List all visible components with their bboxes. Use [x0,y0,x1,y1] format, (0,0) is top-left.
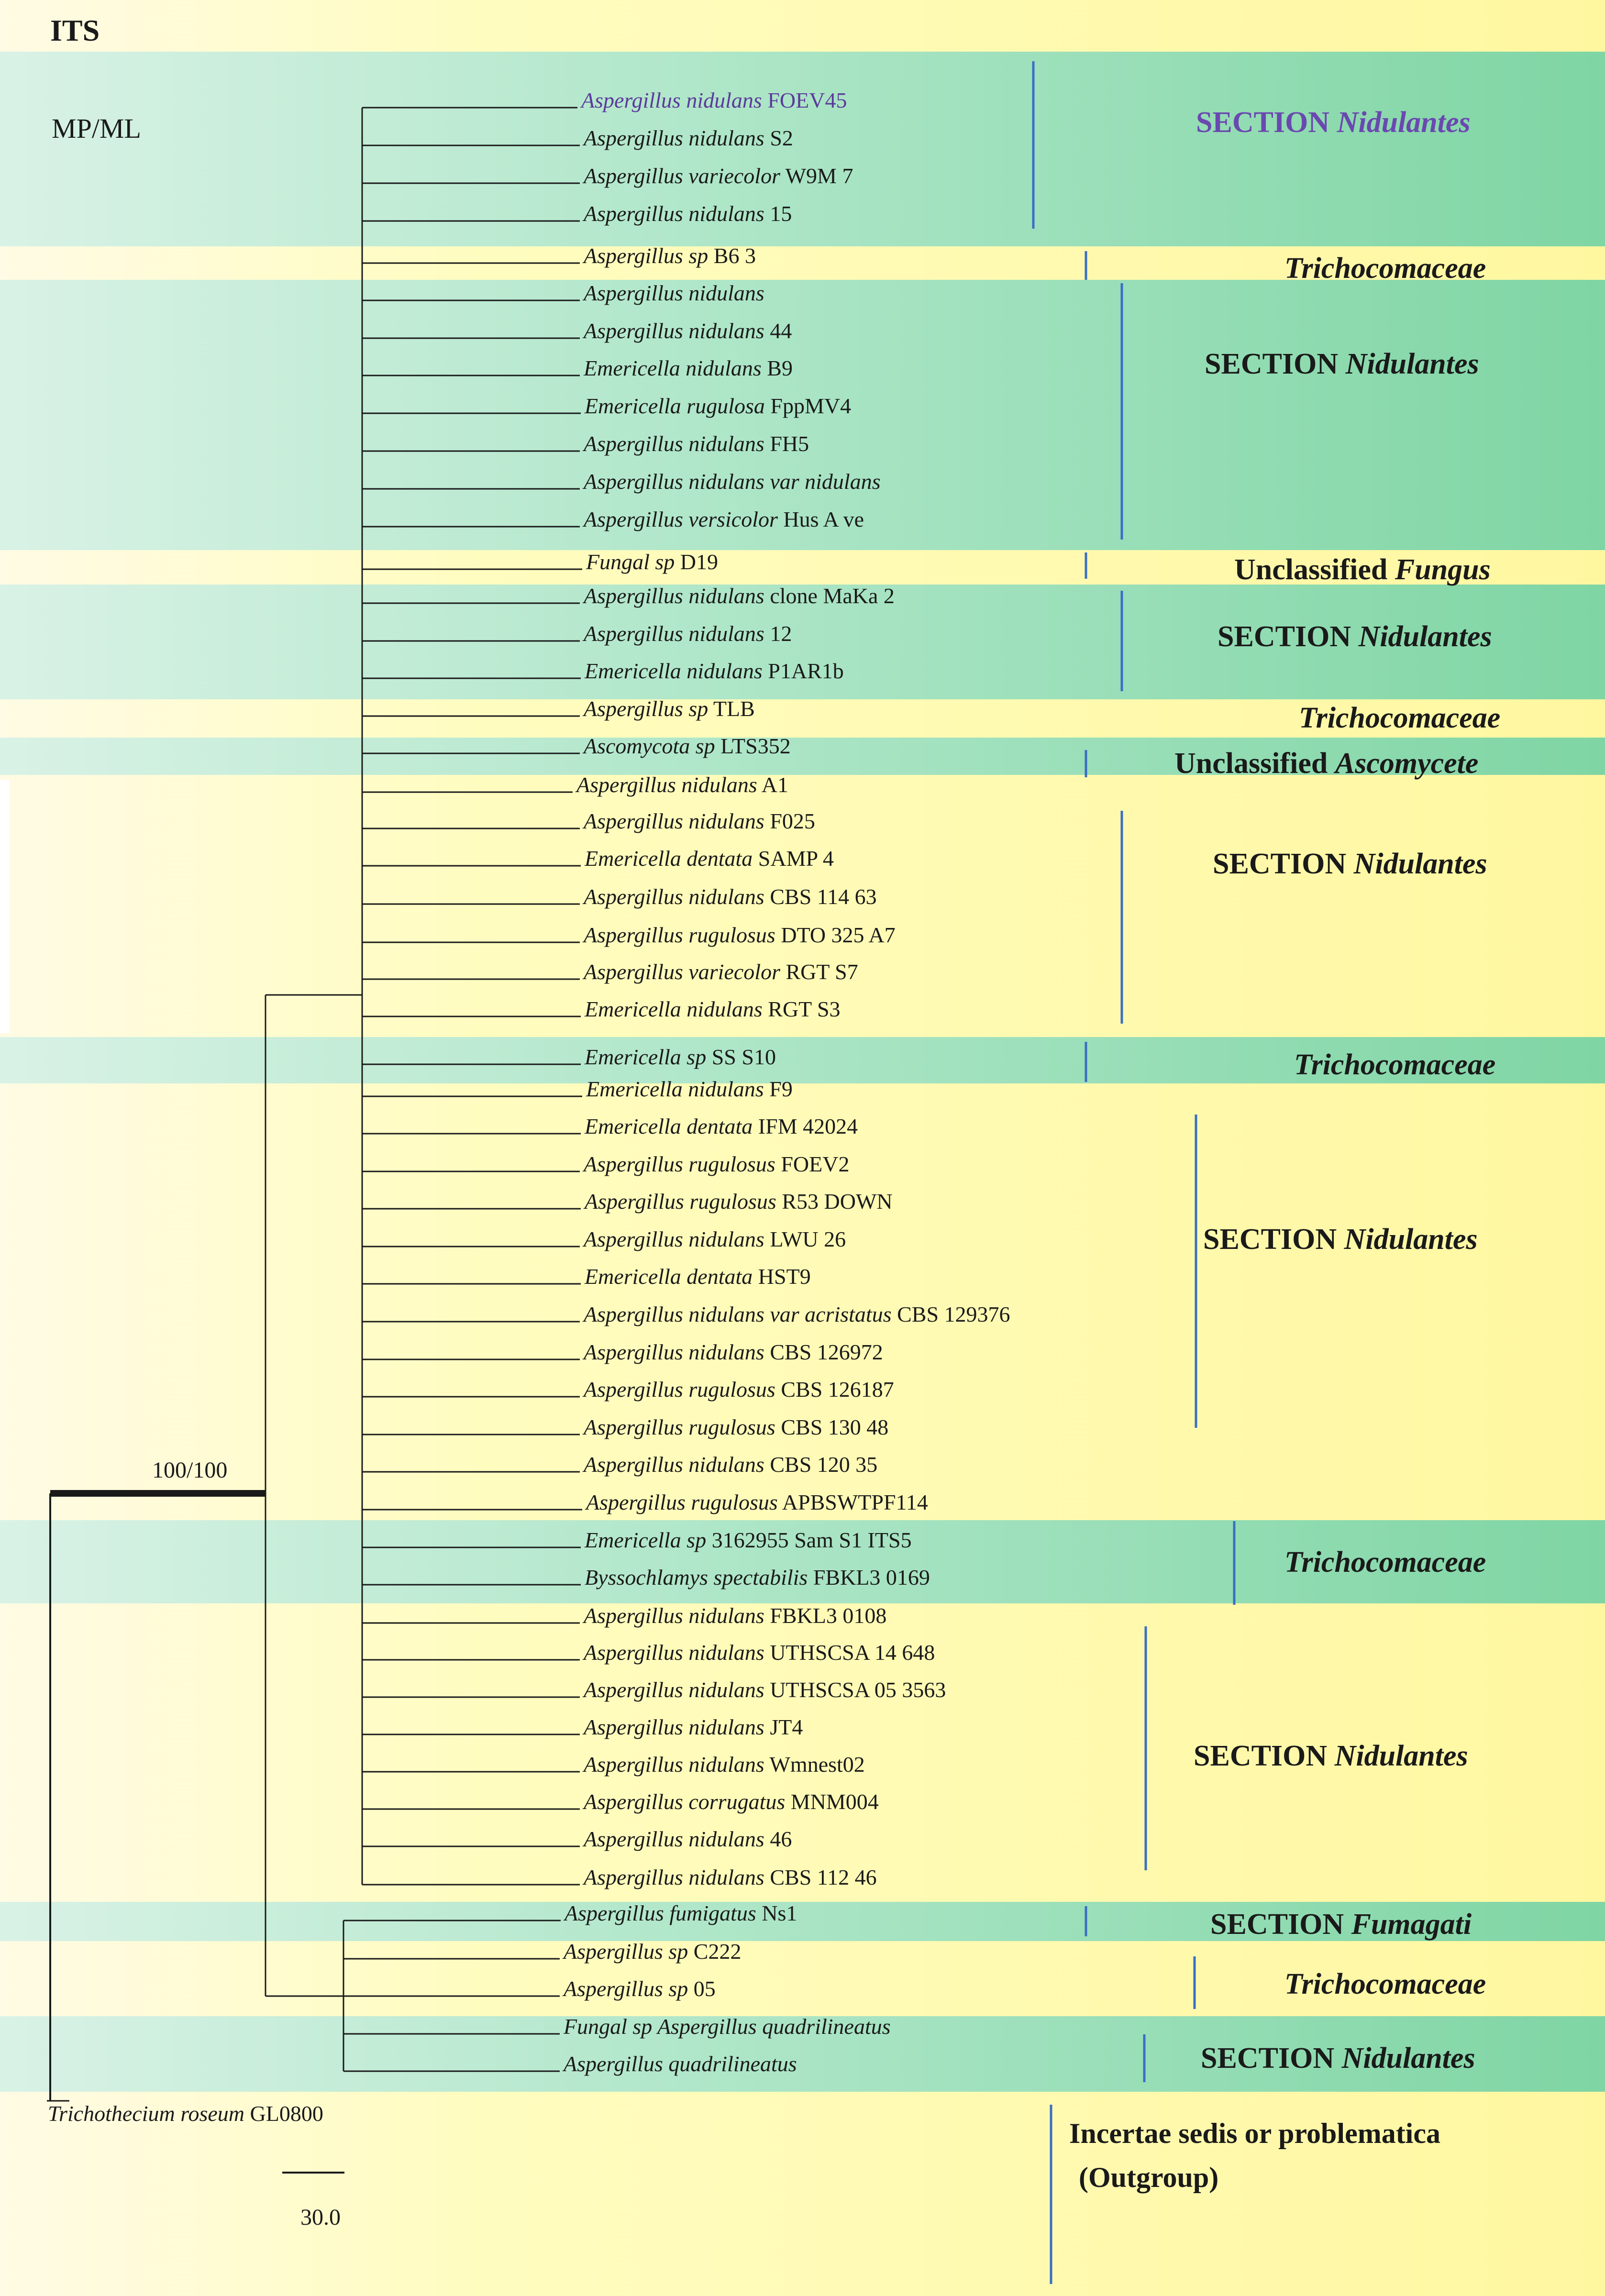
taxon-strain-id: IFM 42024 [753,1114,858,1138]
clade-rank: SECTION [1203,1223,1344,1256]
clade-taxon-name: Fungus [1395,553,1491,586]
taxon-label [584,508,864,530]
taxon-strain-id: P1AR1b [762,659,844,683]
taxon-label [584,203,792,225]
taxon-species-name: Fungal sp Aspergillus quadrilineatus [564,2014,891,2039]
taxon-strain-id: B9 [761,356,793,380]
taxon-label [584,1153,849,1175]
taxon-species-name: Aspergillus rugulosus [584,1377,775,1402]
taxon-species-name: Aspergillus nidulans [584,809,764,833]
taxon-label [576,774,788,796]
clade-label [1194,1741,1468,1771]
taxon-species-name: Aspergillus nidulans [584,126,764,150]
taxon-label [586,1491,928,1513]
taxon-species-name: Aspergillus nidulans [584,1452,764,1477]
taxon-label [584,1454,877,1476]
taxon-strain-id: HST9 [753,1264,811,1289]
taxon-species-name: Emericella sp [585,1045,707,1069]
clade-taxon-name: Nidulantes [1358,620,1492,653]
outgroup-clade-label-line2: (Outgroup) [1079,2162,1219,2193]
taxon-strain-id: CBS 126972 [764,1340,883,1364]
taxon-strain-id: FH5 [764,431,809,456]
taxon-strain-id: A1 [757,773,789,797]
taxon-species-name: Aspergillus rugulosus [584,1415,775,1439]
clade-taxon-name: Nidulantes [1334,1740,1468,1772]
taxon-strain-id: F9 [764,1077,793,1101]
taxon-label [585,848,834,870]
clade-label [1174,749,1478,778]
taxon-species-name: Fungal sp [586,550,675,574]
taxon-species-name: Aspergillus nidulans [581,88,762,112]
taxon-strain-id: 05 [688,1976,716,2001]
clade-rank: Unclassified [1174,747,1335,780]
bootstrap-label: 100/100 [152,1457,228,1483]
clade-label [1218,622,1492,651]
clade-label [1284,1547,1486,1577]
taxon-species-name: Aspergillus nidulans [584,1640,764,1665]
taxon-strain-id: FppMV4 [764,394,852,418]
taxon-species-name: Emericella nidulans [585,659,763,683]
taxon-label [584,698,755,720]
taxon-strain-id: clone MaKa 2 [764,584,895,608]
taxon-label [584,1341,883,1363]
taxon-label [584,810,815,832]
taxon-species-name: Aspergillus nidulans var nidulans [584,469,881,494]
taxon-strain-id: Ns1 [756,1901,797,1925]
taxon-strain-id: W9M 7 [780,164,853,188]
taxon-species-name: Aspergillus nidulans [584,584,764,608]
taxon-label [584,433,809,455]
taxon-species-name: Aspergillus nidulans var acristatus [584,1302,892,1326]
taxon-label [584,1716,803,1738]
taxon-strain-id: CBS 114 63 [764,884,877,909]
taxon-species-name: Aspergillus nidulans [584,1827,764,1851]
taxon-species-name: Aspergillus variecolor [584,960,780,984]
taxon-label [584,127,793,149]
clade-taxon-name: Ascomycete [1335,747,1479,780]
taxon-label [584,886,877,908]
taxon-label [584,924,896,946]
clade-label [1294,1050,1495,1080]
taxon-label [585,1115,858,1137]
taxon-species-name: Aspergillus nidulans [584,319,764,343]
taxon-species-name: Aspergillus nidulans [584,281,764,305]
taxon-label [584,165,853,187]
taxon-species-name: Emericella dentata [585,1114,753,1138]
taxon-label [581,89,847,111]
taxon-strain-id: 46 [764,1827,792,1851]
taxon-species-name: Aspergillus sp [584,696,708,721]
clade-rank: SECTION [1213,848,1354,880]
clade-rank: SECTION [1201,2042,1342,2075]
taxon-strain-id: 12 [764,621,792,646]
taxon-species-name: Aspergillus sp [584,243,708,268]
taxon-strain-id: CBS 112 46 [764,1865,877,1889]
taxon-species-name: Emericella dentata [585,1264,753,1289]
taxon-strain-id: LWU 26 [764,1227,846,1251]
taxon-label [586,551,718,573]
taxon-strain-id: DTO 325 A7 [775,923,896,947]
clade-label [1210,1910,1472,1939]
taxon-label [586,1078,793,1100]
taxon-strain-id: JT4 [764,1715,803,1739]
taxon-species-name: Aspergillus nidulans [584,431,764,456]
taxon-species-name: Aspergillus nidulans [584,201,764,226]
clade-taxon-name: Nidulantes [1341,2042,1475,2075]
clade-taxon-name: Trichocomaceae [1284,252,1486,285]
taxon-strain-id: Wmnest02 [764,1752,865,1777]
clade-rank: SECTION [1205,348,1346,380]
taxon-label [585,1046,776,1068]
clade-taxon-name: Trichocomaceae [1299,702,1501,734]
clade-taxon-name: Fumagati [1351,1908,1472,1941]
clade-label [1203,1225,1478,1254]
taxon-species-name: Emericella rugulosa [585,394,765,418]
taxon-label [584,320,792,342]
taxon-strain-id: S2 [764,126,793,150]
taxon-strain-id: TLB [708,696,755,721]
method-label: MP/ML [52,113,141,144]
taxon-species-name: Aspergillus nidulans [584,1227,764,1251]
taxon-strain-id: CBS 126187 [775,1377,894,1402]
taxon-label [584,245,756,267]
taxon-label [584,1416,888,1438]
taxon-label [585,395,851,417]
taxon-strain-id: CBS 130 48 [775,1415,889,1439]
clade-label [1213,849,1487,879]
taxon-species-name: Aspergillus nidulans [584,1340,764,1364]
taxon-strain-id: 44 [764,319,792,343]
taxon-species-name: Aspergillus nidulans [584,1752,764,1777]
clade-taxon-name: Trichocomaceae [1294,1049,1496,1081]
taxon-species-name: Aspergillus nidulans [584,1678,764,1702]
outgroup-taxon-label: Trichothecium roseum GL0800 [48,2101,323,2126]
taxon-species-name: Aspergillus fumigatus [565,1901,756,1925]
taxon-label [585,1529,912,1551]
taxon-species-name: Aspergillus sp [564,1939,688,1964]
taxon-species-name: Aspergillus quadrilineatus [564,2052,797,2076]
clade-rank: Unclassified [1234,553,1395,586]
taxon-strain-id: SS S10 [706,1045,776,1069]
clade-label [1299,703,1500,733]
taxon-label [584,735,791,757]
taxon-strain-id: SAMP 4 [753,846,834,871]
clade-label [1284,1969,1486,1999]
taxon-species-name: Aspergillus rugulosus [585,1189,776,1214]
taxon-species-name: Aspergillus variecolor [584,164,780,188]
taxon-species-name: Byssochlamys spectabilis [585,1565,808,1590]
taxon-strain-id: UTHSCSA 05 3563 [764,1678,946,1702]
clade-label [1234,555,1491,585]
clade-taxon-name: Nidulantes [1345,348,1479,380]
taxon-strain-id: LTS352 [715,734,791,758]
taxon-label [584,471,881,493]
taxon-strain-id: R53 DOWN [776,1189,893,1214]
taxon-label [584,1642,935,1664]
taxon-species-name: Emericella nidulans [585,997,763,1021]
taxon-label [584,1605,886,1627]
taxon-label [564,2016,891,2038]
taxon-species-name: Aspergillus corrugatus [584,1789,786,1814]
taxon-label [584,1791,879,1813]
taxon-strain-id: MNM004 [785,1789,879,1814]
clade-taxon-name: Trichocomaceae [1284,1968,1486,2000]
taxon-species-name: Aspergillus nidulans [584,1715,764,1739]
taxon-label [585,1567,930,1589]
taxon-label [565,1902,797,1924]
clade-rank: SECTION [1194,1740,1335,1772]
clade-taxon-name: Trichocomaceae [1284,1546,1486,1578]
taxon-label [584,1303,1010,1325]
taxon-label [585,1191,893,1213]
taxon-strain-id: UTHSCSA 14 648 [764,1640,935,1665]
taxon-species-name: Emericella dentata [585,846,753,871]
taxon-species-name: Emericella sp [585,1528,707,1552]
taxon-strain-id: RGT S3 [762,997,841,1021]
taxon-species-name: Aspergillus nidulans [576,773,757,797]
taxon-strain-id: B6 3 [708,243,756,268]
taxon-label [584,1828,792,1850]
taxon-species-name: Emericella nidulans [584,356,762,380]
taxon-label [585,998,841,1020]
taxon-species-name: Aspergillus nidulans [584,1865,764,1889]
clade-label [1205,349,1479,379]
taxon-label [584,961,858,983]
taxon-strain-id: Hus A ve [777,507,864,531]
taxon-label [584,282,764,304]
taxon-species-name: Aspergillus rugulosus [584,923,775,947]
clade-taxon-name: Nidulantes [1337,106,1471,139]
taxon-species-name: Aspergillus nidulans [584,884,764,909]
taxon-strain-id: D19 [675,550,719,574]
taxon-strain-id: FBKL3 0108 [764,1603,887,1628]
taxon-label [584,1228,846,1250]
taxon-species-name: Aspergillus rugulosus [584,1152,775,1176]
clade-rank: SECTION [1196,106,1337,139]
taxon-strain-id: C222 [688,1939,742,1964]
taxon-label [585,1266,811,1288]
taxon-label [564,2053,797,2075]
taxon-label [584,585,895,607]
taxon-strain-id: CBS 120 35 [764,1452,878,1477]
scale-bar-label: 30.0 [300,2205,341,2230]
taxon-label [564,1941,741,1963]
taxon-label [564,1978,716,2000]
taxon-species-name: Emericella nidulans [586,1077,764,1101]
clade-label [1284,254,1486,283]
taxon-strain-id: 15 [764,201,792,226]
taxon-strain-id: CBS 129376 [891,1302,1010,1326]
taxon-strain-id: RGT S7 [780,960,858,984]
taxon-label [584,1754,865,1776]
taxon-label [584,357,793,379]
taxon-species-name: Aspergillus rugulosus [586,1490,778,1514]
outgroup-clade-label-line1: Incertae sedis or problematica [1069,2118,1440,2149]
taxon-species-name: Aspergillus nidulans [584,1603,764,1628]
clade-rank: SECTION [1218,620,1359,653]
taxon-label [585,660,844,682]
figure-title: ITS [50,13,100,47]
clade-taxon-name: Nidulantes [1353,848,1487,880]
taxon-label [584,1379,894,1401]
taxon-species-name: Aspergillus sp [564,1976,688,2001]
taxon-label [584,1679,946,1701]
taxon-label [584,1866,877,1888]
clade-label [1201,2043,1475,2073]
taxon-species-name: Aspergillus nidulans [584,621,764,646]
taxon-label [584,623,792,645]
taxon-species-name: Ascomycota sp [584,734,715,758]
taxon-strain-id: 3162955 Sam S1 ITS5 [706,1528,912,1552]
taxon-strain-id: FBKL3 0169 [808,1565,930,1590]
taxon-strain-id: APBSWTPF114 [777,1490,928,1514]
taxon-strain-id: FOEV45 [762,88,847,112]
clade-rank: SECTION [1210,1908,1351,1941]
taxon-strain-id: F025 [764,809,815,833]
clade-taxon-name: Nidulantes [1344,1223,1478,1256]
taxon-species-name: Aspergillus versicolor [584,507,778,531]
taxon-strain-id: FOEV2 [775,1152,850,1176]
clade-label [1196,108,1471,137]
